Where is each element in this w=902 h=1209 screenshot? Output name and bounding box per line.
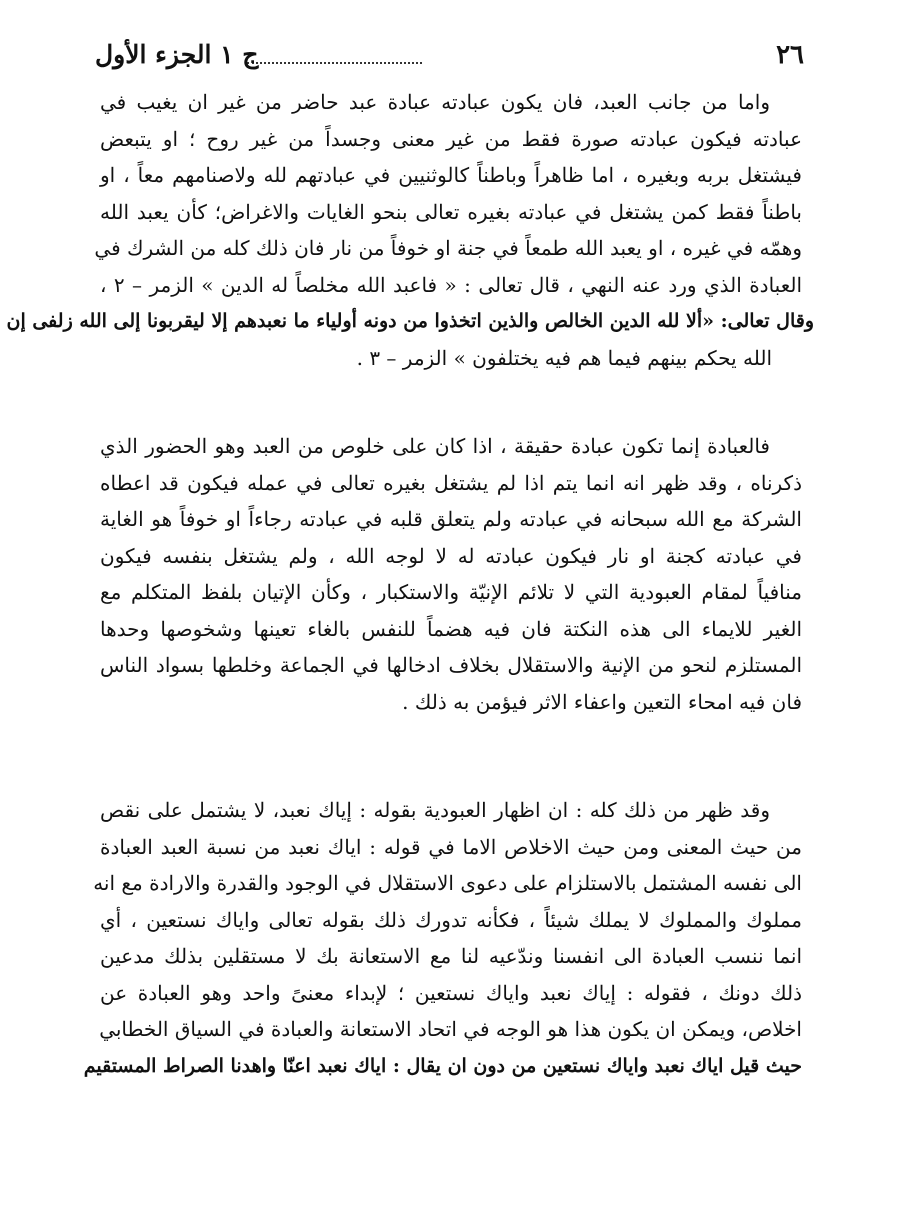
- text-line: الله يحكم بينهم فيما هم فيه يختلفون » الزمر – ٣ .: [356, 345, 772, 370]
- text-line: ذكرناه ، وقد ظهر انه انما يتم اذا لم يشتغل بغيره تعالى في عمله فيكون قد اعطاه: [100, 470, 802, 495]
- page-header: [95, 38, 804, 78]
- text-line: منافياً لمقام العبودية التي لا تلائم الإنيّة والاستكبار ، وكأن الإتيان بلفظ المتكلم مع: [100, 580, 802, 604]
- text-line: الشركة مع الله سبحانه في عبادته ولم يتعلق قلبه في عبادته رجاءاً او خوفاً هو الغاية: [100, 507, 802, 531]
- text-line: وقد ظهر من ذلك كله : ان اظهار العبودية بقوله : إياك نعبد، لا يشتمل على نقص: [100, 798, 770, 822]
- text-line: انما ننسب العبادة الى انفسنا وندّعيه لنا مع الاستعانة بك لا مستقلين بذلك مدعين: [100, 944, 802, 968]
- text-line: المستلزم لنحو من الإنية والاستقلال بخلاف ادخالها في الجماعة وخلطها بسواد الناس: [100, 653, 802, 677]
- page-number: ٢٦: [776, 40, 804, 70]
- header-dotted-leader: [247, 62, 422, 64]
- text-line: الغير للايماء الى هذه النكتة فان فيه هضماً للنفس بالغاء تعينها وشخوصها وحدها: [100, 616, 802, 641]
- text-line: حيث قيل اياك نعبد واياك نستعين من دون ان يقال : اياك نعبد اعنّا واهدنا الصراط المستقيم: [83, 1054, 802, 1077]
- text-line: الى نفسه المشتمل بالاستلزام على دعوى الاستقلال في الوجود والقدرة والارادة مع انه: [93, 871, 802, 895]
- text-line: فيشتغل بربه وبغيره ، اما ظاهراً وباطناً كالوثنيين في عبادتهم لله ولاصنامهم معاً ، او: [100, 163, 802, 187]
- text-line: في عبادته كجنة او نار فيكون عبادته له لا لوجه الله ، ولم يشتغل بنفسه فيكون: [100, 543, 802, 568]
- running-title: ج ١ الجزء الأول: [95, 40, 259, 69]
- text-line: فان فيه امحاء التعين واعفاء الاثر فيؤمن به ذلك .: [402, 689, 802, 714]
- text-line: مملوك والمملوك لا يملك شيئاً ، فكأنه تدورك ذلك بقوله تعالى واياك نستعين ، أي: [100, 907, 802, 932]
- paragraph-3: [83, 792, 802, 1084]
- text-line: ذلك دونك ، فقوله : إياك نعبد واياك نستعين ؛ لإبداء معنىً واحد وهو العبادة عن: [100, 980, 802, 1005]
- text-line: فالعبادة إنما تكون عبادة حقيقة ، اذا كان على خلوص من العبد وهو الحضور الذي: [100, 434, 770, 458]
- paragraph-1: [6, 84, 814, 376]
- text-line: من حيث المعنى ومن حيث الاخلاص الاما في قوله : اياك نعبد من نسبة العبد العبادة: [100, 834, 802, 859]
- text-line: العبادة الذي ورد عنه النهي ، قال تعالى : « فاعبد الله مخلصاً له الدين » الزمر – ٢ ،: [100, 272, 803, 297]
- text-line: اخلاص، ويمكن ان يكون هذا هو الوجه في اتحاد الاستعانة والعبادة في السياق الخطابي: [99, 1017, 802, 1041]
- quran-verse-line: وقال تعالى: «ألا لله الدين الخالص والذين اتخذوا من دونه أولياء ما نعبدهم إلا ليقربونا إلى الله زلفى إن: [6, 310, 814, 332]
- text-line: وهمّه في غيره ، او يعبد الله طمعاً في جنة او خوفاً من نار فان ذلك كله من الشرك في: [94, 236, 802, 260]
- paragraph-2: [100, 428, 802, 720]
- text-line: عبادته فيكون عبادته صورة فقط من غير معنى وجسداً من غير روح ؛ او يتبعض: [100, 126, 802, 151]
- text-line: باطناً فقط كمن يشتغل في عبادته بغيره تعالى بنحو الغايات والاغراض؛ كأن يعبد الله: [100, 199, 802, 224]
- text-line: واما من جانب العبد، فان يكون عبادته عبادة عبد حاضر من غير ان يغيب في: [100, 90, 770, 114]
